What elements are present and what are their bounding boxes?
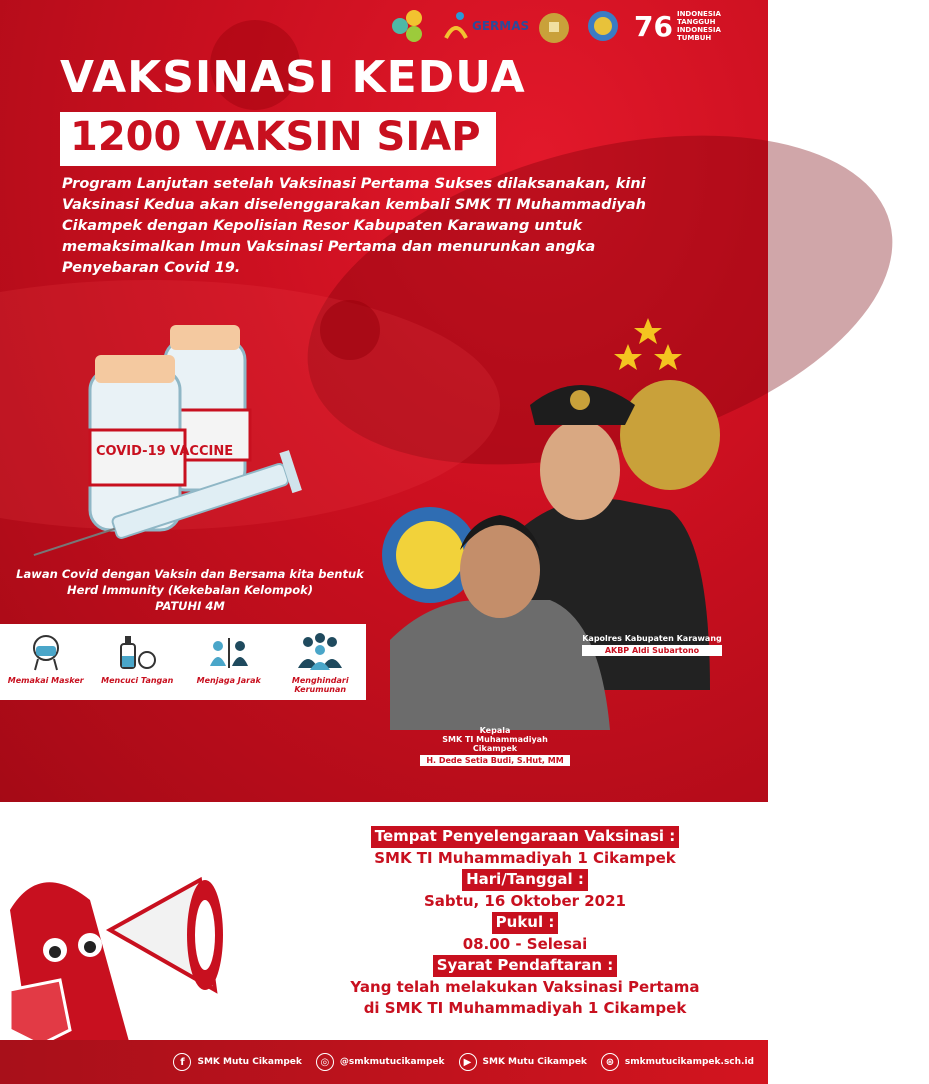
web-icon: ⊛ [601, 1053, 619, 1071]
school-logo [586, 8, 620, 44]
megaphone-mascot-illustration [0, 830, 250, 1045]
crowd-icon [298, 632, 342, 672]
page-subtitle: 1200 VAKSIN SIAP [60, 112, 496, 166]
protocol-item: Memakai Masker [2, 632, 90, 685]
place-value: SMK TI Muhammadiyah 1 Cikampek [374, 848, 676, 867]
time-value: 08.00 - Selesai [462, 934, 588, 953]
time-heading: Pukul : [492, 912, 559, 934]
kapolres-role: Kapolres Kabupaten Karawang [582, 634, 722, 643]
instagram-link[interactable]: ◎ @smkmutucikampek [316, 1053, 445, 1071]
germas-logo [442, 8, 530, 44]
headmaster-caption [420, 726, 570, 766]
mask-icon [29, 632, 63, 672]
partner-logos [388, 6, 768, 46]
requirement-heading: Syarat Pendaftaran : [433, 955, 618, 977]
page-title: VAKSINASI KEDUA [60, 52, 526, 103]
protocol-item: Mencuci Tangan [93, 632, 181, 685]
motto: Lawan Covid dengan Vaksin dan Bersama kita bentuk Herd Immunity (Kekebalan Kelompok) PATUHI 4M [16, 567, 364, 613]
ri76-logo: 76 INDONESIA TANGGUH INDONESIA TUMBUH [634, 9, 721, 43]
officials-photo [370, 310, 750, 750]
protocol-4m [0, 624, 366, 700]
kapolres-caption [582, 634, 722, 656]
handwash-icon [117, 632, 157, 672]
svg-text:GERMAS: GERMAS [472, 19, 530, 33]
polri-logo [536, 8, 572, 44]
facebook-icon: f [173, 1053, 191, 1071]
instagram-icon: ◎ [316, 1053, 334, 1071]
requirement-line-2: di SMK TI Muhammadiyah 1 Cikampek [363, 999, 687, 1017]
distance-icon [207, 632, 251, 672]
kapolres-name: AKBP Aldi Subartono [582, 645, 722, 656]
kemenkes-logo [388, 8, 428, 44]
vaccine-illustration [30, 320, 330, 560]
youtube-icon: ▶ [459, 1053, 477, 1071]
protocol-item: Menjaga Jarak [185, 632, 273, 685]
website-link[interactable]: ⊛ smkmutucikampek.sch.id [601, 1053, 754, 1071]
date-value: Sabtu, 16 Oktober 2021 [423, 891, 626, 910]
vaccine-label: COVID-19 VACCINE [96, 444, 234, 459]
date-heading: Hari/Tanggal : [462, 869, 588, 891]
description: Program Lanjutan setelah Vaksinasi Pertama Sukses dilaksanakan, kini Vaksinasi Kedua akan diselenggarakan kembali SMK TI Muhammadiyah Cikampek dengan Kepolisian Resor Kabupaten Karawang untuk memaksimalkan Imun Vaksinasi Pertama dan menurunkan angka Penyebaran Covid 19. [62, 176, 646, 276]
event-info [310, 826, 740, 1020]
place-heading: Tempat Penyelengaraan Vaksinasi : [371, 826, 680, 848]
requirement-line-1: Yang telah melakukan Vaksinasi Pertama [350, 977, 700, 996]
headmaster-role: Kepala [479, 726, 511, 735]
protocol-item: Menghindari Kerumunan [276, 632, 364, 694]
youtube-link[interactable]: ▶ SMK Mutu Cikampek [459, 1053, 587, 1071]
headmaster-name: H. Dede Setia Budi, S.Hut, MM [420, 755, 570, 766]
footer [0, 1040, 768, 1084]
facebook-link[interactable]: f SMK Mutu Cikampek [173, 1053, 301, 1071]
headmaster-school: SMK TI Muhammadiyah Cikampek [442, 735, 548, 753]
